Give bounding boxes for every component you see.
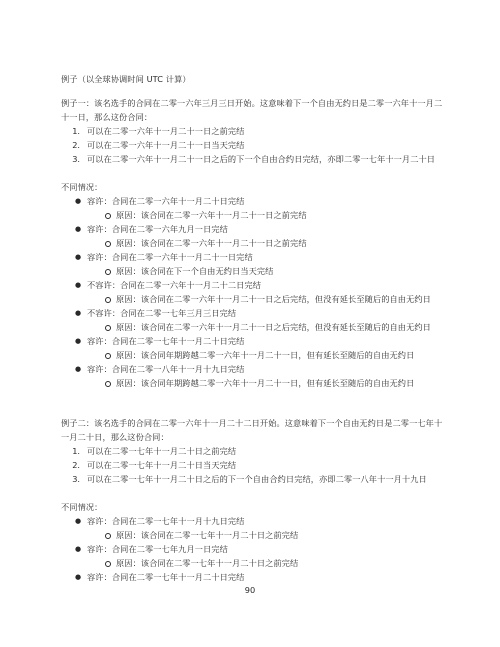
circle-bullet-icon: [105, 353, 111, 359]
cases1-title: 不同情况：: [61, 182, 103, 192]
case-reason: 原因：该合同在二零一六年十一月二十一日之前完结: [116, 238, 307, 248]
example1-intro-line1: 例子一：该名选手的合同在二零一六年三月三日开始。这意味着下一个自由无约日是二零一六年十一月二: [61, 98, 443, 108]
bullet-icon: ●: [75, 197, 82, 205]
example1-item: 可以在二零一六年十一月二十一日之前完结: [87, 126, 245, 136]
example2-intro-line2: 一月二十日，那么这份合同：: [61, 432, 169, 442]
example2-item: 可以在二零一七年十一月二十日之后的下一个自由合约日完结，亦即二零一八年十一月十九日: [87, 474, 427, 484]
circle-bullet-icon: [105, 213, 111, 219]
list-number: 1.: [72, 446, 80, 456]
bullet-icon: ●: [75, 517, 82, 525]
list-number: 3.: [72, 154, 80, 164]
list-number: 2.: [72, 140, 80, 150]
list-number: 2.: [72, 460, 80, 470]
bullet-icon: ●: [75, 253, 82, 261]
example2-intro-line1: 例子二：该名选手的合同在二零一六年十一月二十二日开始。这意味着下一个自由无约日是二零一七年十: [61, 418, 443, 428]
example2-item: 可以在二零一七年十一月二十日之前完结: [87, 446, 237, 456]
bullet-icon: ●: [75, 337, 82, 345]
circle-bullet-icon: [105, 241, 111, 247]
list-number: 1.: [72, 126, 80, 136]
case-main: 容许：合同在二零一六年十一月二十一日完结: [87, 252, 253, 262]
bullet-icon: ●: [75, 309, 82, 317]
bullet-icon: ●: [75, 225, 82, 233]
example1-item: 可以在二零一六年十一月二十一日当天完结: [87, 140, 245, 150]
case-main: 容许：合同在二零一七年十一月十九日完结: [87, 516, 245, 526]
case-main: 容许：合同在二零一七年十一月二十日完结: [87, 572, 245, 582]
bullet-icon: ●: [75, 281, 82, 289]
case-reason: 原因：该合同在二零一六年十一月二十一日之前完结: [116, 210, 307, 220]
case-reason: 原因：该合同在二零一六年十一月二十一日之后完结，但没有延长至随后的自由无约日: [116, 322, 431, 332]
case-main: 容许：合同在二零一六年十一月二十日完结: [87, 196, 245, 206]
case-main: 不容许：合同在二零一六年十一月二十二日完结: [87, 280, 262, 290]
bullet-icon: ●: [75, 545, 82, 553]
case-main: 容许：合同在二零一七年九月一日完结: [87, 544, 228, 554]
page-number: 90: [244, 585, 256, 595]
circle-bullet-icon: [105, 533, 111, 539]
cases2-title: 不同情况：: [61, 502, 103, 512]
case-main: 容许：合同在二零一七年十一月二十日完结: [87, 336, 245, 346]
case-reason: 原因：该合同在二零一七年十一月二十日之前完结: [116, 558, 299, 568]
bullet-icon: ●: [75, 365, 82, 373]
case-reason: 原因：该合同在二零一七年十一月二十日之前完结: [116, 530, 299, 540]
example2-item: 可以在二零一七年十一月二十日当天完结: [87, 460, 237, 470]
circle-bullet-icon: [105, 325, 111, 331]
list-number: 3.: [72, 474, 80, 484]
bullet-icon: ●: [75, 573, 82, 581]
case-reason: 原因：该合同在二零一六年十一月二十一日之后完结，但没有延长至随后的自由无约日: [116, 294, 431, 304]
circle-bullet-icon: [105, 297, 111, 303]
example1-intro-line2: 十一日，那么这份合同：: [61, 112, 153, 122]
circle-bullet-icon: [105, 381, 111, 387]
case-main: 容许：合同在二零一八年十一月十九日完结: [87, 364, 245, 374]
case-reason: 原因：该合同年期跨越二零一六年十一月二十一日，但有延长至随后的自由无约日: [116, 350, 415, 360]
case-main: 不容许：合同在二零一七年三月三日完结: [87, 308, 237, 318]
case-reason: 原因：该合同在下一个自由无约日当天完结: [116, 266, 274, 276]
circle-bullet-icon: [105, 561, 111, 567]
section-title: 例子（以全球协调时间 UTC 计算）: [61, 74, 191, 84]
case-main: 容许：合同在二零一六年九月一日完结: [87, 224, 228, 234]
case-reason: 原因：该合同年期跨越二零一六年十一月二十一日，但有延长至随后的自由无约日: [116, 378, 415, 388]
example1-item: 可以在二零一六年十一月二十一日之后的下一个自由合约日完结，亦即二零一七年十一月二十日: [87, 154, 436, 164]
circle-bullet-icon: [105, 269, 111, 275]
